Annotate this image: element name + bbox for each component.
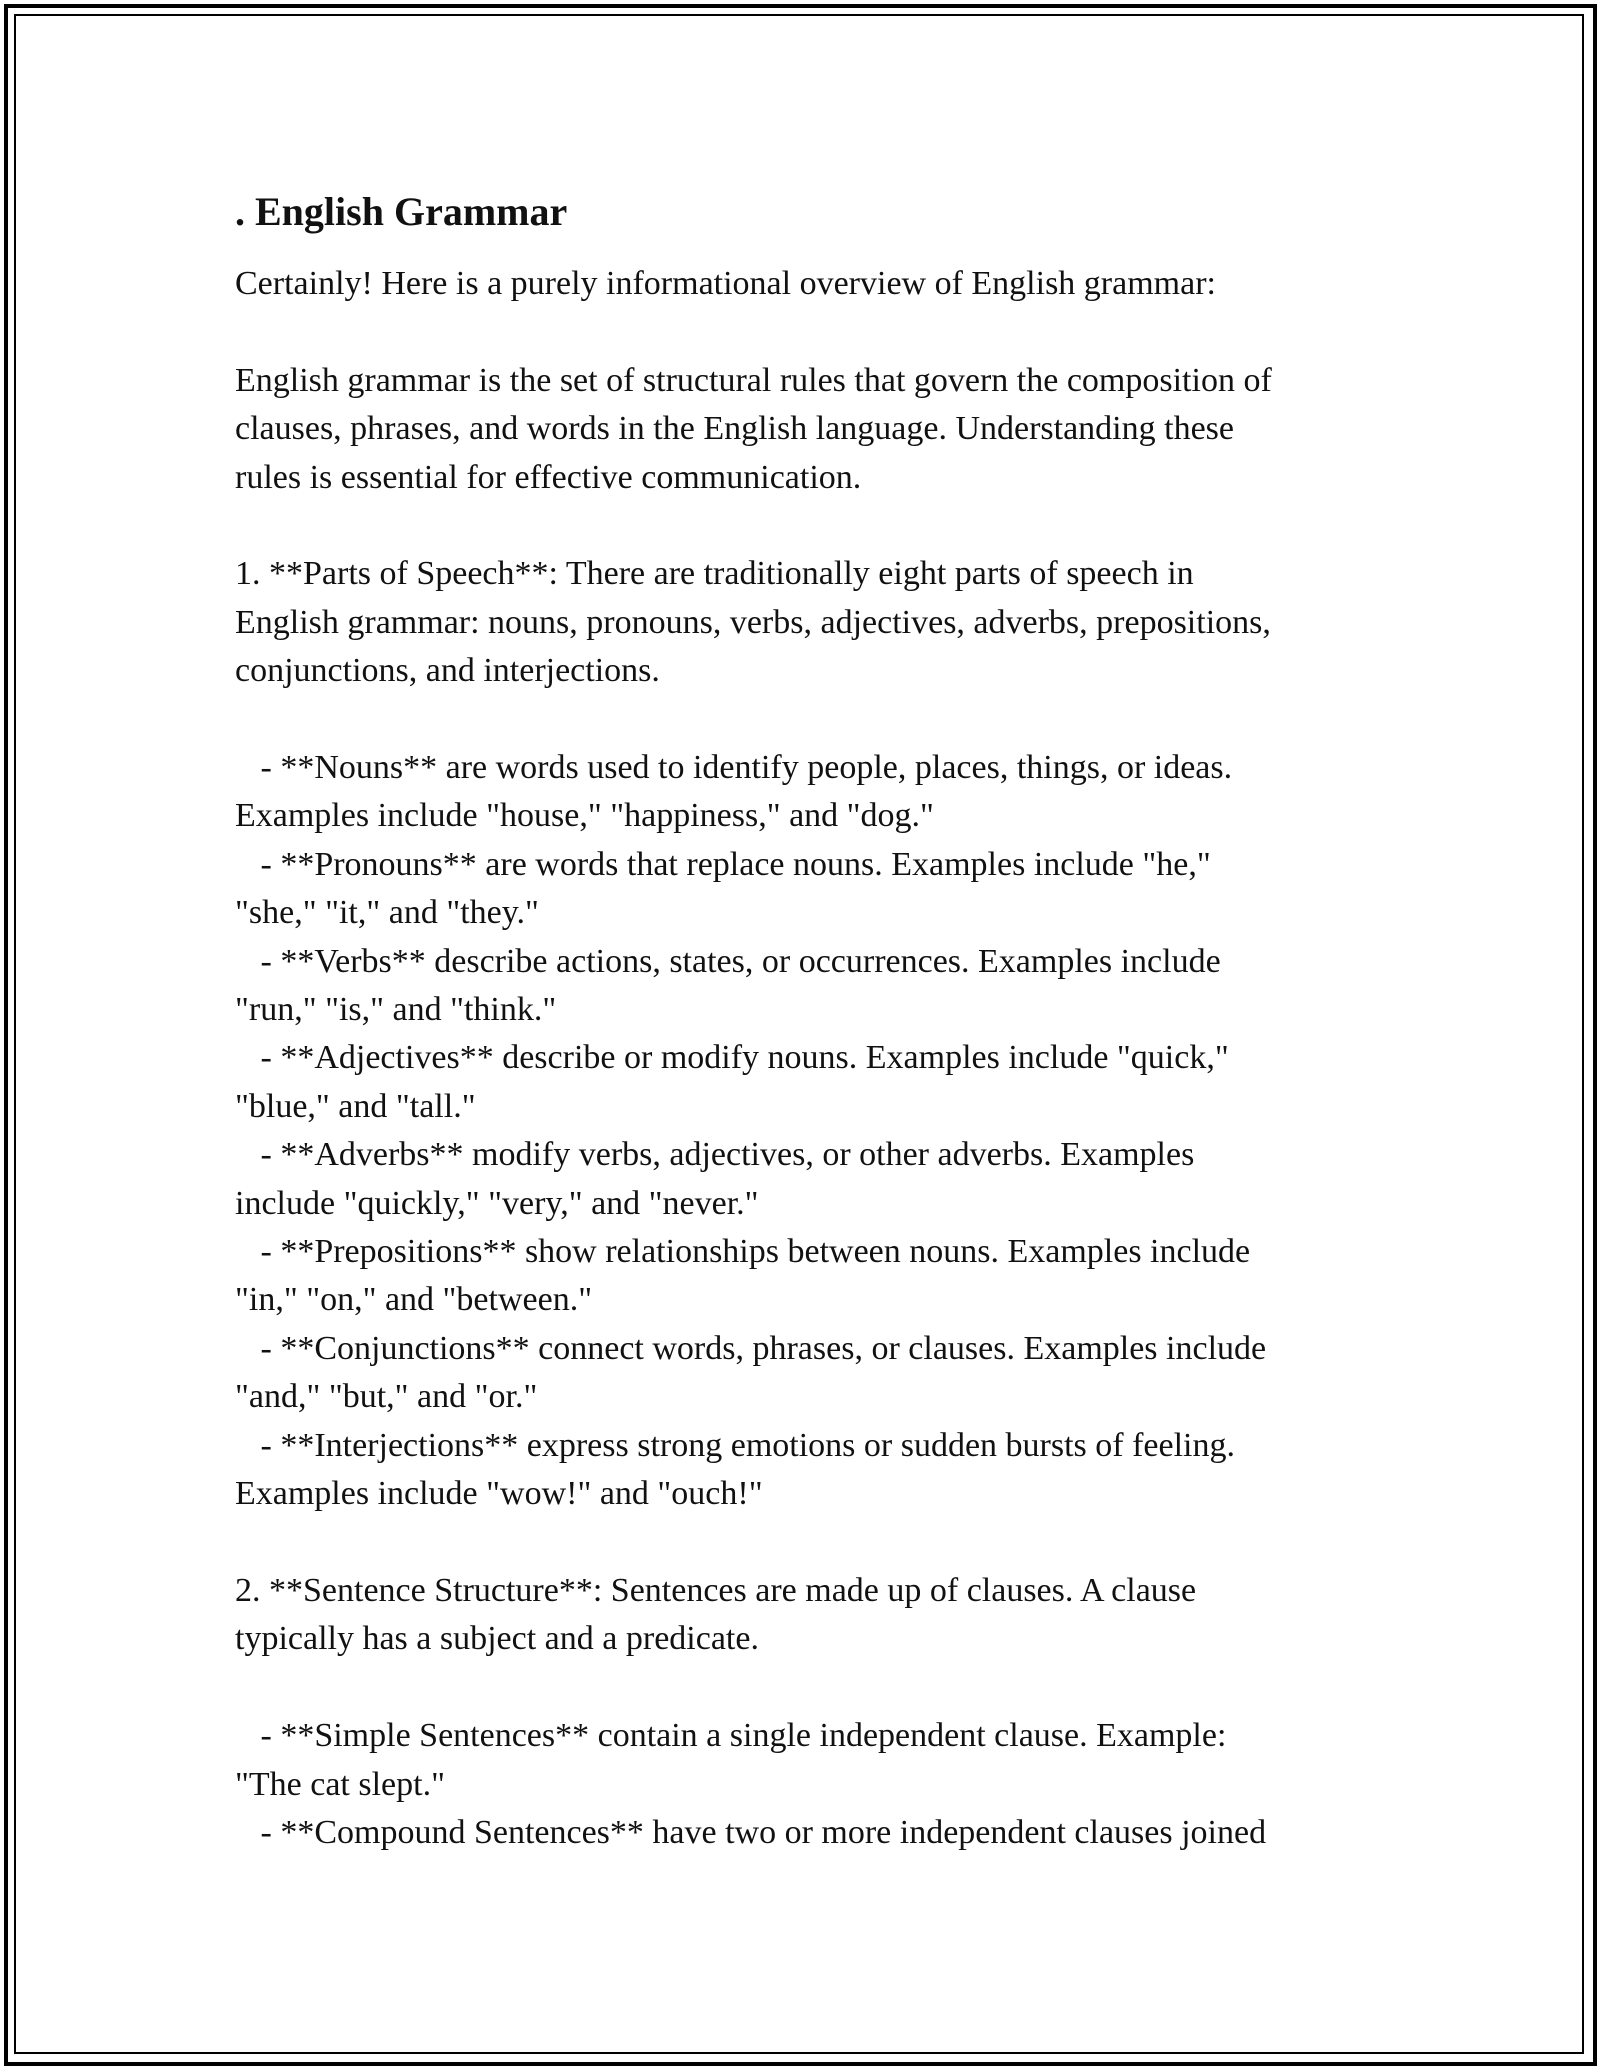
text-line: - **Prepositions** show relationships between nouns. Examples include	[235, 1233, 1251, 1271]
blank-line	[235, 696, 1365, 744]
blank-line	[235, 502, 1365, 550]
text-line: typically has a subject and a predicate.	[235, 1620, 759, 1658]
text-line: - **Interjections** express strong emotions or sudden bursts of feeling.	[235, 1426, 1235, 1464]
text-line: - **Adverbs** modify verbs, adjectives, or other adverbs. Examples	[235, 1136, 1195, 1174]
blank-line	[235, 1664, 1365, 1712]
text-line: - **Pronouns** are words that replace nouns. Examples include "he,"	[235, 845, 1211, 883]
document-title: . English Grammar	[235, 189, 568, 234]
text-line: - **Simple Sentences** contain a single independent clause. Example:	[235, 1717, 1227, 1755]
text-line: English grammar: nouns, pronouns, verbs, adjectives, adverbs, prepositions,	[235, 603, 1271, 641]
blank-line	[235, 308, 1365, 356]
text-line: rules is essential for effective communication.	[235, 458, 862, 496]
text-line: "in," "on," and "between."	[235, 1281, 593, 1319]
text-line: - **Verbs** describe actions, states, or occurrences. Examples include	[235, 942, 1221, 980]
text-line: English grammar is the set of structural rules that govern the composition of	[235, 361, 1272, 399]
text-line: clauses, phrases, and words in the English language. Understanding these	[235, 410, 1234, 448]
text-line: - **Compound Sentences** have two or more independent clauses joined	[235, 1813, 1267, 1851]
text-line: - **Nouns** are words used to identify people, places, things, or ideas.	[235, 749, 1233, 787]
text-line: "blue," and "tall."	[235, 1087, 476, 1125]
text-line: "run," "is," and "think."	[235, 991, 557, 1029]
text-line: "The cat slept."	[235, 1765, 445, 1803]
text-line: include "quickly," "very," and "never."	[235, 1184, 759, 1222]
text-line: 1. **Parts of Speech**: There are traditionally eight parts of speech in	[235, 555, 1194, 593]
text-line: "and," "but," and "or."	[235, 1378, 538, 1416]
document-body	[235, 186, 1365, 1857]
blank-line	[235, 1519, 1365, 1567]
text-line: Examples include "wow!" and "ouch!"	[235, 1475, 763, 1513]
text-line: - **Conjunctions** connect words, phrases, or clauses. Examples include	[235, 1329, 1267, 1367]
text-line: 2. **Sentence Structure**: Sentences are made up of clauses. A clause	[235, 1571, 1197, 1609]
document-text	[235, 260, 1365, 1857]
text-line: Examples include "house," "happiness," and "dog."	[235, 797, 934, 835]
text-line: "she," "it," and "they."	[235, 894, 539, 932]
text-line: - **Adjectives** describe or modify nouns. Examples include "quick,"	[235, 1039, 1229, 1077]
text-line: conjunctions, and interjections.	[235, 652, 660, 690]
text-line: Certainly! Here is a purely informational overview of English grammar:	[235, 265, 1216, 302]
